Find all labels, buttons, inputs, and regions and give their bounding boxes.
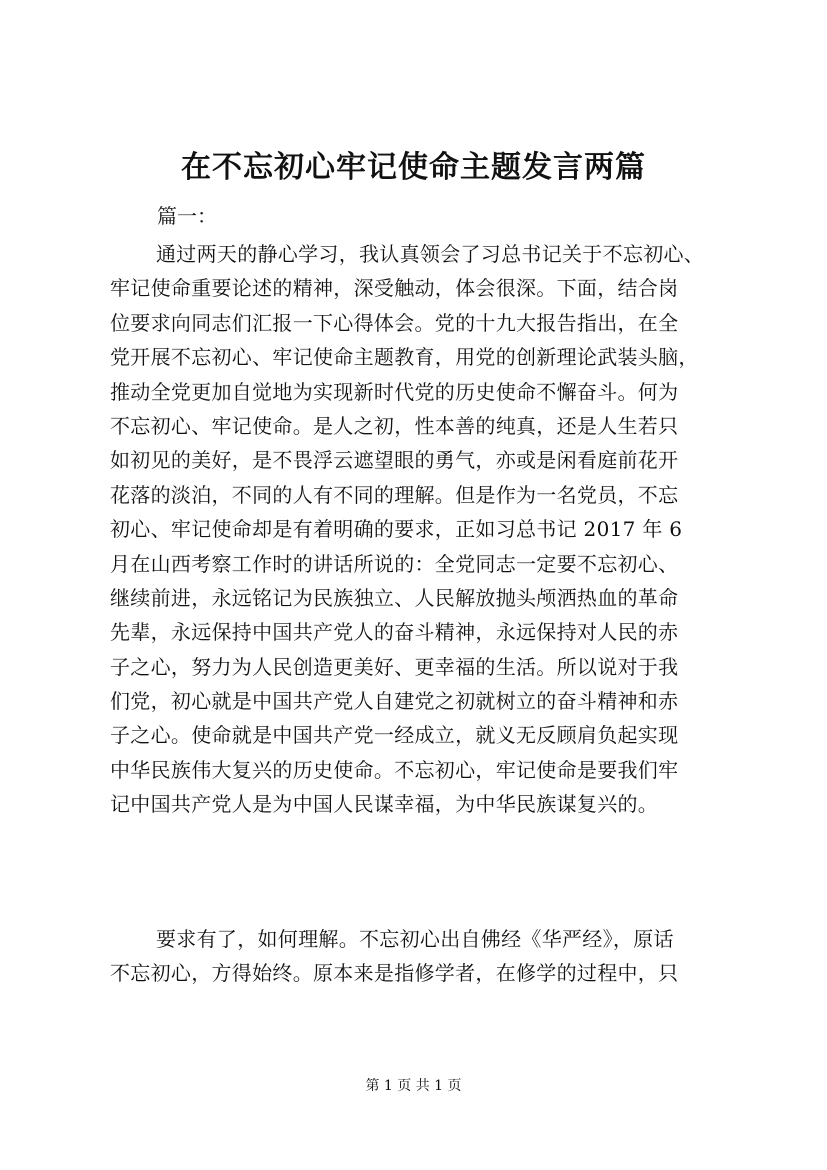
text-line: 月在山西考察工作时的讲话所说的：全党同志一定要不忘初心、 — [110, 551, 679, 576]
text-line: 先辈，永远保持中国共产党人的奋斗精神，永远保持对人民的赤 — [110, 620, 679, 645]
text-line: 子之心。使命就是中国共产党一经成立，就义无反顾肩负起实现 — [110, 723, 679, 748]
document-title: 在不忘初心牢记使命主题发言两篇 — [181, 150, 646, 185]
paragraph-1 — [110, 237, 730, 822]
paragraph-2 — [110, 922, 730, 991]
text-line: 不忘初心、牢记使命。是人之初，性本善的纯真，还是人生若只 — [110, 413, 679, 438]
text-line: 通过两天的静心学习，我认真领会了习总书记关于不忘初心、 — [156, 242, 705, 266]
text-line: 们党，初心就是中国共产党人自建党之初就树立的奋斗精神和赤 — [110, 689, 679, 714]
text-line: 要求有了，如何理解。不忘初心出自佛经《华严经》，原话 — [156, 927, 674, 951]
text-line: 不忘初心，方得始终。原本来是指修学者，在修学的过程中，只 — [110, 961, 679, 986]
text-line: 牢记使命重要论述的精神，深受触动，体会很深。下面，结合岗 — [110, 276, 679, 301]
page-footer: 第 1 页 共 1 页 — [365, 1078, 462, 1094]
text-line: 如初见的美好，是不畏浮云遮望眼的勇气，亦或是闲看庭前花开 — [110, 448, 679, 473]
text-line: 推动全党更加自觉地为实现新时代党的历史使命不懈奋斗。何为 — [110, 379, 679, 404]
text-line: 初心、牢记使命却是有着明确的要求，正如习总书记 2017 年 6 — [110, 517, 683, 542]
text-line: 花落的淡泊，不同的人有不同的理解。但是作为一名党员，不忘 — [110, 482, 679, 507]
text-line: 位要求向同志们汇报一下心得体会。党的十九大报告指出，在全 — [110, 310, 679, 335]
section-label: 篇一： — [157, 204, 217, 228]
text-line: 继续前进，永远铭记为民族独立、人民解放抛头颅洒热血的革命 — [110, 585, 679, 610]
text-line: 中华民族伟大复兴的历史使命。不忘初心，牢记使命是要我们牢 — [110, 757, 679, 782]
text-line: 党开展不忘初心、牢记使命主题教育，用党的创新理论武装头脑， — [110, 345, 699, 370]
text-line: 子之心，努力为人民创造更美好、更幸福的生活。所以说对于我 — [110, 654, 679, 679]
text-line: 记中国共产党人是为中国人民谋幸福，为中华民族谋复兴的。 — [110, 792, 659, 817]
